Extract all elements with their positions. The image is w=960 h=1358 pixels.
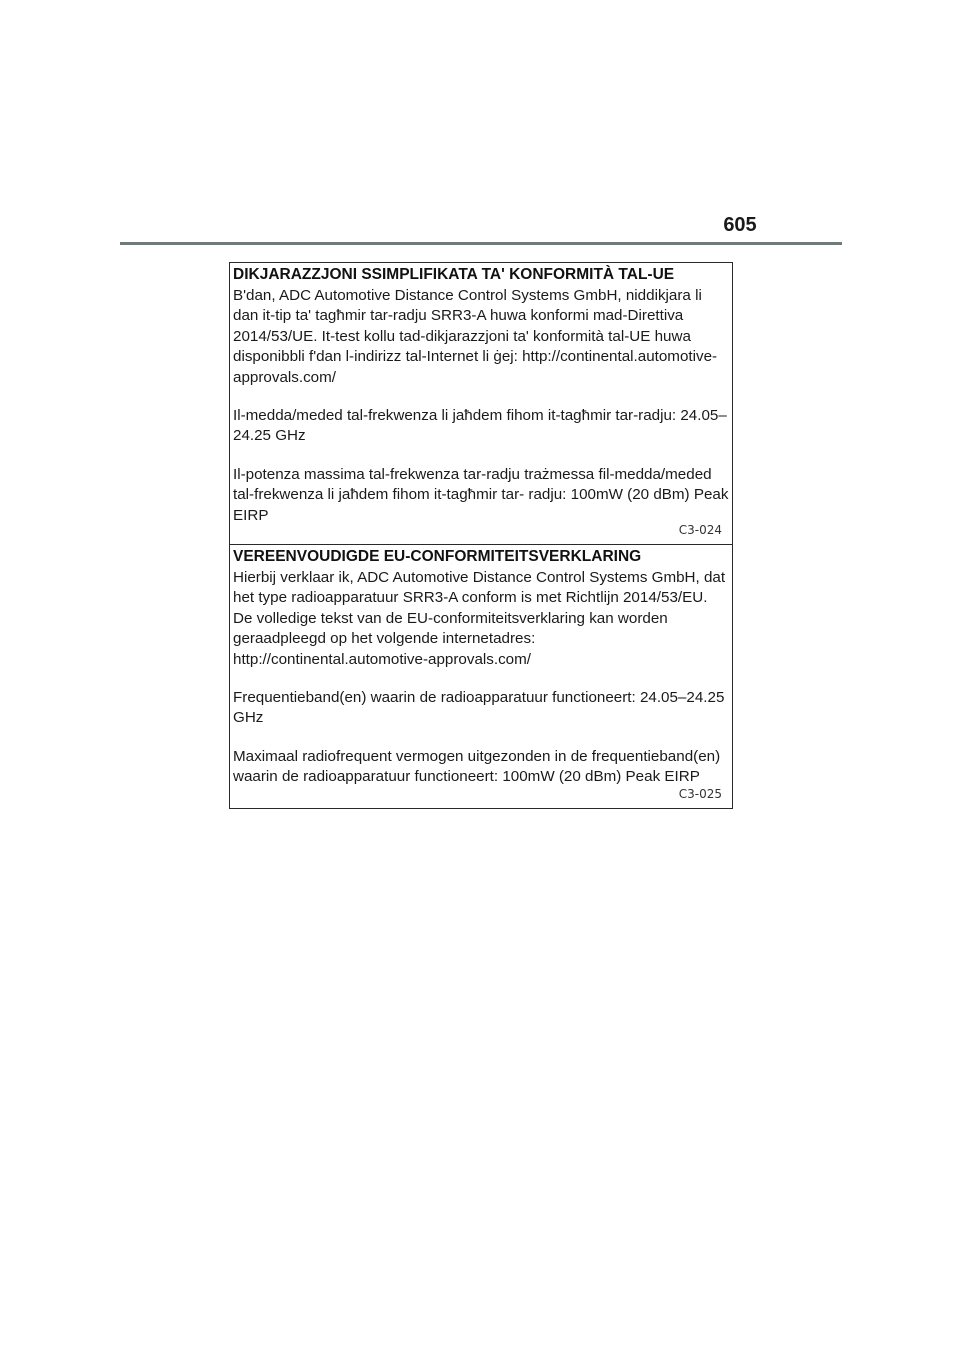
section-dutch-declaration [230,544,732,808]
declaration-box [229,262,733,809]
header-rule [120,242,842,245]
section-paragraph: Frequentieband(en) waarin de radioapparatuur functioneert: 24.05–24.25 GHz [233,689,725,727]
section-paragraph: B'dan, ADC Automotive Distance Control Systems GmbH, niddikjara li dan it-tip ta' tagħmir tar-radju SRR3-A huwa konformi mad-Direttiva 2014/53/UE. It-test kollu tad-dikjarazzjoni ta' konformità tal-UE huwa disponibbli f'dan l-indirizz tal-Internet li ġej: http://continental.automotive-approvals.com/ [233,287,718,386]
section-title: DIKJARAZZJONI SSIMPLIFIKATA TA' KONFORMITÀ TAL-UE [233,266,675,283]
section-paragraph: Hierbij verklaar ik, ADC Automotive Distance Control Systems GmbH, dat het type radioapparatuur SRR3-A conform is met Richtlijn 2014/53/EU. De volledige tekst van de EU-conformiteitsverklaring kan worden geraadpleegd op het volgende internetadres: http://continental.automotive-approvals.com/ [233,569,726,668]
section-maltese-declaration [230,263,732,544]
section-title: VEREENVOUDIGDE EU-CONFORMITEITSVERKLARING [233,548,642,565]
section-paragraph: Maximaal radiofrequent vermogen uitgezonden in de frequentieband(en) waarin de radioapparatuur functioneert: 100mW (20 dBm) Peak EIRP [233,747,721,786]
section-paragraph: Il-medda/meded tal-frekwenza li jaħdem fihom it-tagħmir tar-radju: 24.05–24.25 GHz [233,407,727,445]
section-paragraph: Il-potenza massima tal-frekwenza tar-radju trażmessa fil-medda/meded tal-frekwenza li jaħdem fihom it-tagħmir tar- radju: 100mW (20 dBm) Peak EIRP [233,465,729,524]
page-number: 605 [723,214,757,236]
figure-code: C3-024 [678,523,722,537]
figure-code: C3-025 [678,787,722,801]
